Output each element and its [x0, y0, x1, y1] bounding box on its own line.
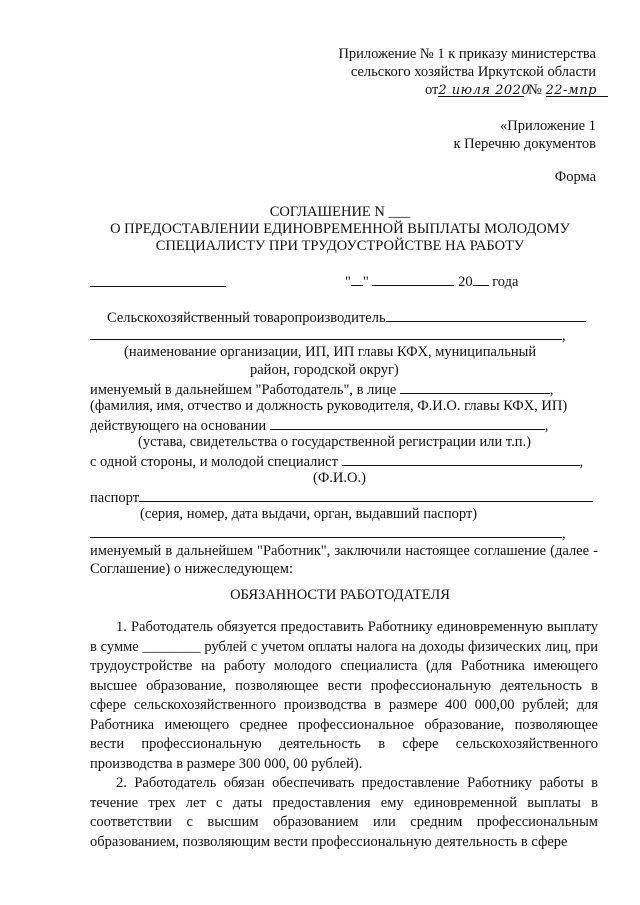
date-prefix: от	[425, 82, 439, 98]
basis-hint: (устава, свидетельства о государственной регистрации или т.п.)	[138, 434, 532, 450]
employer-blank	[400, 379, 550, 394]
quote-close: "	[362, 274, 369, 290]
basis-label: действующего на основании	[90, 418, 267, 434]
year-suffix: года	[492, 274, 519, 290]
handwritten-number: 22-мпр	[546, 82, 608, 97]
producer-hint-1: (наименование организации, ИП, ИП главы КФХ, муниципальный	[124, 344, 537, 360]
header-line-2: сельского хозяйства Иркутской области	[350, 64, 596, 80]
passport-blank-2	[90, 523, 562, 538]
day-blank	[351, 271, 363, 286]
employer-hint: (фамилия, имя, отчество и должность руководителя, Ф.И.О. главы КФХ, ИП)	[90, 398, 568, 414]
specialist-line: с одной стороны, и молодой специалист ,	[90, 451, 583, 471]
specialist-label: с одной стороны, и молодой специалист	[90, 454, 338, 470]
year-blank	[473, 271, 489, 286]
handwritten-date: 2 июля 2020	[438, 83, 531, 98]
appendix-line-2: к Перечню документов	[453, 136, 596, 152]
producer-line	[107, 307, 586, 327]
title-line-1: СОГЛАШЕНИЕ N ___	[269, 204, 411, 220]
year-prefix: 20	[458, 274, 473, 290]
title-line-2: О ПРЕДОСТАВЛЕНИИ ЕДИНОВРЕМЕННОЙ ВЫПЛАТЫ МОЛОДОМУ	[110, 221, 570, 237]
producer-hint-2: район, городской округ)	[250, 362, 399, 378]
passport-hint: (серия, номер, дата выдачи, орган, выдавший паспорт)	[140, 506, 478, 522]
header-date-line	[425, 81, 608, 99]
place-blank	[90, 272, 226, 287]
header-line-1: Приложение № 1 к приказу министерства	[338, 46, 596, 62]
employer-line: именуемый в дальнейшем "Работодатель", в лице ,	[90, 379, 554, 399]
form-label: Форма	[554, 169, 596, 185]
section-heading: ОБЯЗАННОСТИ РАБОТОДАТЕЛЯ	[230, 587, 450, 603]
specialist-blank	[342, 451, 580, 466]
title-line-3: СПЕЦИАЛИСТУ ПРИ ТРУДОУСТРОЙСТВЕ НА РАБОТУ	[155, 238, 525, 254]
producer-line-2: ,	[90, 325, 566, 345]
employee-paragraph: именуемый в дальнейшем "Работник", заключили настоящее соглашение (далее - Соглашение) о нижеследующем:	[90, 543, 598, 577]
number-prefix: №	[528, 82, 542, 98]
producer-blank-2	[90, 325, 562, 340]
passport-label: паспорт	[90, 490, 140, 506]
quote-open: "	[345, 274, 351, 290]
basis-line: действующего на основании ,	[90, 415, 548, 435]
specialist-hint: (Ф.И.О.)	[313, 470, 366, 486]
producer-blank	[386, 307, 586, 322]
appendix-line-1: «Приложение 1	[500, 118, 596, 134]
month-blank	[372, 271, 454, 286]
paragraph-1: 1. Работодатель обязуется предоставить Работнику единовременную выплату в сумме ________ рублей с учетом оплаты налога на доходы физических лиц, при трудоустройстве на работу молодого специалиста (для Работника имеющего высшее образование, позволяющее вести профессиональную деятельность в сфере сельскохозяйственного производства в размере 400 000,00 рублей; для Работника имеющего среднее профессиональное образование, позволяющее вести профессиональную деятельность в сфере сельскохозяйственного производства в размере 300 000, 00 рублей).	[90, 619, 598, 772]
passport-blank	[139, 487, 593, 502]
basis-blank	[270, 415, 545, 430]
producer-label: Сельскохозяйственный товаропроизводитель	[107, 310, 386, 326]
passport-line-2: ,	[90, 523, 566, 543]
paragraph-2: 2. Работодатель обязан обеспечивать предоставление Работнику работы в течение трех лет с даты предоставления ему единовременной выплаты в соответствии с высшим образованием или средним профессиональным образованием, позволяющим вести профессиональную деятельность в сфере	[90, 775, 598, 850]
employer-label: именуемый в дальнейшем "Работодатель", в лице	[90, 382, 397, 398]
agreement-date-line	[345, 271, 518, 291]
passport-line	[90, 487, 593, 507]
